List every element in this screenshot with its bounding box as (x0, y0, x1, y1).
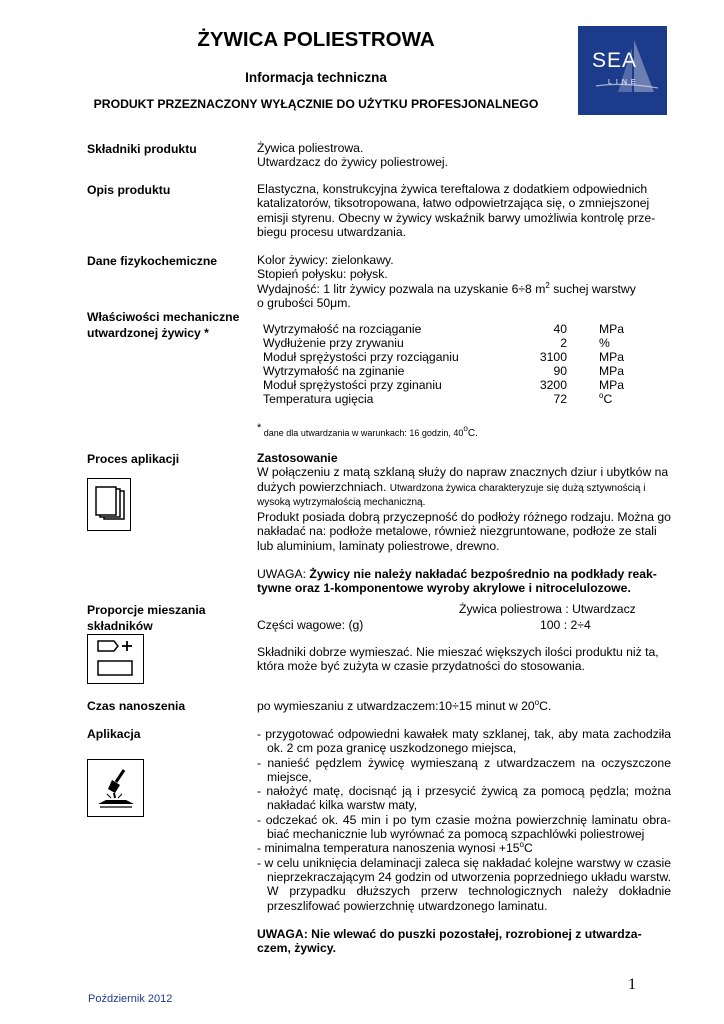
book-icon (88, 479, 130, 530)
list-item: - nałożyć matę, docisnąć ją i przesycić żywicą za pomocą pędzla; można nakładać kilka warstw maty, (257, 784, 671, 813)
label-czas: Czas nanoszenia (87, 699, 186, 713)
dane-line: o grubości 50μm. (257, 295, 351, 310)
logo-text-line: LINE (608, 79, 640, 86)
professional-use-notice: PRODUKT PRZEZNACZONY WYŁĄCZNIE DO UŻYTKU PROFESJONALNEGO (93, 97, 539, 111)
dane-line: Kolor żywicy: zielonkawy. (257, 253, 394, 267)
table-row: Wytrzymałość na rozciąganie 40 MPa (263, 322, 625, 336)
table-row: Wytrzymałość na zginanie 90 MPa (263, 364, 625, 378)
dane-line: Stopień połysku: połysk. (257, 267, 388, 282)
proces-warning: UWAGA: Żywicy nie należy nakładać bezpośrednio na podkłady reak- (257, 567, 657, 582)
ratio-header: Żywica poliestrowa : Utwardzacz (459, 602, 636, 616)
dane-text (257, 253, 671, 310)
mix-components-icon (88, 635, 143, 683)
skladniki-line: Żywica poliestrowa. (257, 141, 364, 155)
mix-line: która może być zużyta w czasie przydatności do stosowania. (257, 659, 585, 674)
list-item: - nanieść pędzlem żywicę wymieszaną z utwardzaczem na oczyszczone miejsce, (257, 755, 671, 784)
opis-line: emisji styrenu. Obecny w żywicy wskaźnik barwy umożliwia kontrolę prze- (257, 210, 656, 225)
footnote: * dane dla utwardzania w warunkach: 16 godzin, 40$^o$C. (257, 422, 478, 439)
opis-text (257, 182, 671, 239)
table-row: Wydłużenie przy zrywaniu 2 % (263, 336, 610, 350)
mixing-ratio-icon (87, 634, 144, 684)
opis-line: katalizatorów, tiksotropowana, łatwo odpowietrzająca się, o zmniejszonej (257, 196, 650, 211)
application-icon (87, 759, 144, 817)
parts-value: 100 : 2÷4 (540, 618, 591, 632)
proces-line: Produkt posiada dobrą przyczepność do podłoży różnego rodzaju. Można go (257, 510, 671, 525)
list-item: - przygotować odpowiedni kawałek maty szklanej, tak, aby mata zachodziła ok. 2 cm poza granicę uszkodzonego miejsca, (257, 727, 671, 756)
skladniki-text (257, 141, 671, 170)
proces-text (257, 451, 671, 596)
document-title: ŻYWICA POLIESTROWA (197, 28, 435, 51)
mechanical-properties-table (263, 322, 659, 406)
czas-text: po wymieszaniu z utwardzaczem:10÷15 minut w 20$^o$C. (257, 697, 552, 713)
list-item: - minimalna temperatura nanoszenia wynosi $+15^oC$ (257, 840, 533, 856)
aplikacja-warning: UWAGA: Nie wlewać do puszki pozostałej, rozrobionej z utwardza- (257, 926, 642, 941)
list-item: - odczekać ok. 45 min i po tym czasie można powierzchnię laminatu obra- biać mechanicznie lub wyrównać za pomocą szpachlówki poliestrowej (257, 812, 671, 842)
label-proces: Proces aplikacji (87, 452, 180, 466)
label-opis: Opis produktu (87, 183, 171, 197)
page-number: 1 (628, 976, 636, 993)
proces-warning: tywne oraz 1-komponentowe wyroby akrylowe i nitrocelulozowe. (257, 581, 631, 596)
label-dane: Dane fizykochemiczne (87, 254, 218, 268)
zastosowanie-heading: Zastosowanie (257, 451, 338, 465)
dane-line-wydajnosc: Wydajność: 1 litr żywicy pozwala na uzyskanie 6÷8 $m^2$ suchej warstwy (257, 280, 636, 296)
opis-line: biegu procesu utwardzania. (257, 224, 407, 239)
table-row: Temperatura ugięcia 72 $^o$C (263, 390, 613, 406)
sea-line-logo (578, 26, 667, 115)
list-item: - w celu uniknięcia delaminacji zaleca się nakładać kolejne warstwy w czasie nieprzekraczającym 24 godzin od utworzenia poprzedniego układu warstw. W przypadku dłuższych przerw technologicznych należy dokładnie przeszlifować powierzchnię utwardzonego laminatu. (257, 855, 671, 913)
parts-label: Części wagowe: (g) (257, 618, 364, 632)
label-aplikacja: Aplikacja (87, 727, 141, 741)
technical-sheet-icon (87, 478, 131, 531)
opis-line: Elastyczna, konstrukcyjna żywica tereftalowa z dodatkiem odpowiednich (257, 182, 648, 196)
label-wlasciwosci: Właściwości mechaniczne utwardzonej żywicy * (87, 310, 240, 340)
proces-line: wysoką wytrzymałością mechaniczną. (257, 496, 426, 508)
label-skladniki: Składniki produktu (87, 142, 197, 156)
proces-line: W połączeniu z matą szklaną służy do napraw znacznych dziur i ubytków na (257, 465, 669, 480)
aplikacja-steps (257, 727, 671, 955)
proces-line: nakładać na: podłoże metalowe, również niezgruntowane, podłoże ze stali (257, 524, 657, 539)
mix-instructions (257, 645, 671, 674)
brush-icon (88, 760, 143, 816)
table-row: Moduł sprężystości przy zginaniu 3200 MPa (263, 378, 625, 392)
proces-line: lub aluminium, laminaty poliestrowe, drewno. (257, 538, 500, 553)
mix-line: Składniki dobrze wymieszać. Nie mieszać większych ilości produktu niż ta, (257, 645, 659, 659)
table-row: Moduł sprężystości przy rozciąganiu 3100 MPa (263, 350, 625, 364)
label-proporcje: Proporcje mieszania składników (87, 603, 206, 633)
skladniki-line: Utwardzacz do żywicy poliestrowej. (257, 155, 449, 170)
logo-text-sea: SEA (592, 49, 638, 72)
footer-date: Poździernik 2012 (88, 993, 173, 1005)
proces-line: dużych powierzchniach. Utwardzona żywica charakteryzuje się dużą sztywnością i (257, 479, 646, 494)
aplikacja-warning: czem, żywicy. (257, 941, 337, 956)
document-subtitle: Informacja techniczna (245, 70, 387, 85)
